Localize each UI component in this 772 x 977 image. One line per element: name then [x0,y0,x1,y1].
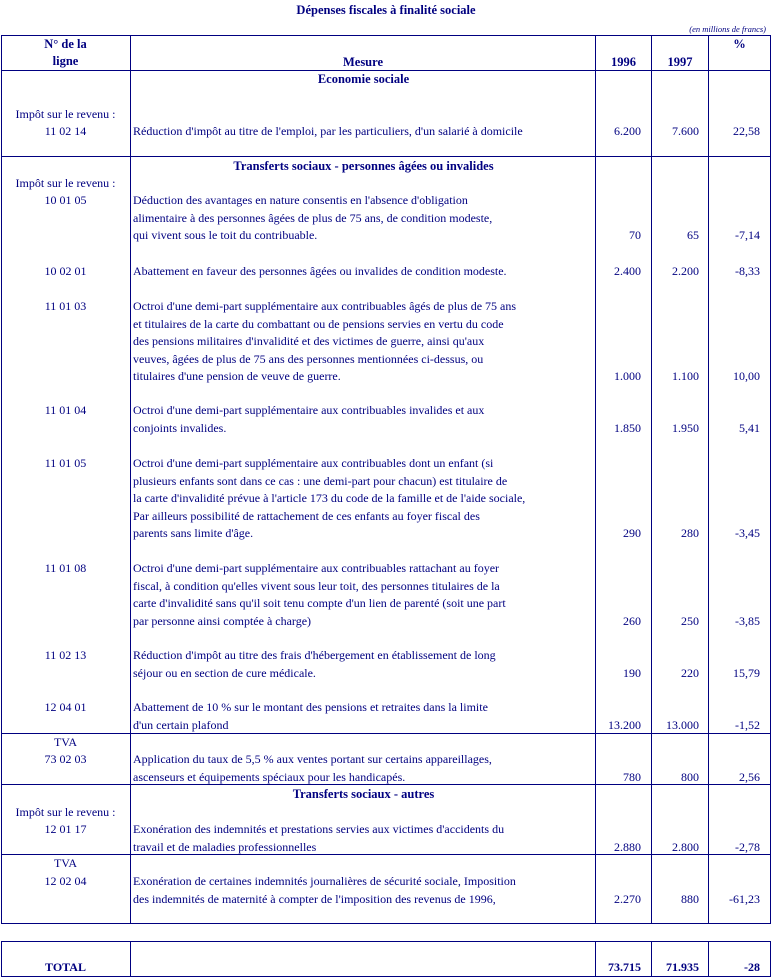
total-1997: 71.935 [666,960,699,974]
measure-text: Exonération de certaines indemnités journalières de sécurité sociale, Imposition [133,874,516,888]
line-code: 11 01 04 [44,403,87,417]
line-code: 73 02 03 [44,752,87,766]
measure-text: d'un certain plafond [133,717,229,732]
value-1997: 13.000 [666,717,699,732]
value-pct: -1,52 [735,717,760,732]
value-pct: -2,78 [735,839,760,854]
row-label: TVA [53,856,78,870]
measure-text: des pensions militaires d'invalidité et des victimes de guerre, ainsi qu'aux [133,334,485,348]
line-code: 12 04 01 [44,700,87,714]
value-1996: 190 [623,665,641,680]
measure-text: veuves, âgées de plus de 75 ans des personnes mentionnées ci-dessus, ou [133,351,484,366]
line-code: 12 02 04 [44,874,87,888]
value-1996: 290 [623,526,641,540]
header-pct: % [733,37,746,51]
value-1997: 65 [687,228,699,242]
row-label: Impôt sur le revenu : [15,176,116,190]
measure-text: qui vivent sous le toit du contribuable. [133,228,318,242]
value-1997: 880 [681,891,699,906]
header-1996: 1996 [611,55,636,69]
measure-text: Octroi d'une demi-part supplémentaire aux contribuables rattachant au foyer [133,561,500,575]
measure-text: Octroi d'une demi-part supplémentaire aux contribuables invalides et aux [133,403,485,417]
measure-text: travail et de maladies professionnelles [133,839,317,854]
measure-text: Exonération des indemnités et prestations servies aux victimes d'accidents du [133,822,505,836]
value-1997: 1.100 [672,369,699,383]
value-pct: -8,33 [735,264,760,278]
value-1996: 6.200 [614,124,641,138]
value-pct: -61,23 [729,891,760,906]
value-1997: 1.950 [672,420,699,435]
measure-text: plusieurs enfants sont dans ce cas : une demi-part pour chacun) est titulaire de [133,473,508,488]
page-title: Dépenses fiscales à finalité sociale [296,3,476,17]
measure-text: Réduction d'impôt au titre des frais d'hébergement en établissement de long [133,648,496,662]
line-code: 11 01 08 [44,561,87,575]
value-pct: 10,00 [733,369,760,383]
value-1996: 2.880 [614,839,641,854]
value-1997: 7.600 [672,124,699,138]
measure-text: Octroi d'une demi-part supplémentaire aux contribuables dont un enfant (si [133,456,494,470]
value-1996: 2.270 [614,891,641,906]
measure-text: fiscal, à condition qu'elles vivent sous leur toit, des personnes titulaires de la [133,578,500,593]
header-measure: Mesure [342,55,384,69]
measure-text: ascenseurs et équipements spéciaux pour les handicapés. [133,769,406,784]
measure-text: Par ailleurs possibilité de rattachement de ces enfants au foyer fiscal des [133,508,480,523]
total-pct: -28 [744,960,760,974]
measure-text: Abattement de 10 % sur le montant des pensions et retraites dans la limite [133,700,488,714]
header-1997: 1997 [667,55,693,69]
section-title: Transferts sociaux - personnes âgées ou invalides [233,159,494,173]
measure-text: conjoints invalides. [133,420,227,435]
section-title: Economie sociale [317,72,410,86]
measure-text: la carte d'invalidité prévue à l'article 173 du code de la famille et de l'aide sociale, [133,491,526,505]
value-1996: 13.200 [608,717,641,732]
measure-text: Application du taux de 5,5 % aux ventes portant sur certains appareillages, [133,752,492,766]
line-code: 11 02 14 [44,124,87,138]
unit-note: (en millions de francs) [689,24,766,34]
value-1996: 2.400 [614,264,641,278]
measure-text: carte d'invalidité sans qu'il soit tenu compte d'un lien de parenté (soit une part [133,596,506,610]
measure-text: des indemnités de maternité à compter de l'imposition des revenus de 1996, [133,891,496,906]
header-line-no-1: N° de la [44,37,87,51]
value-1996: 260 [623,613,641,628]
measure-text: séjour ou en section de cure médicale. [133,665,316,680]
section-title: Transferts sociaux - autres [292,787,435,801]
measure-text: titulaires d'une pension de veuve de guerre. [133,369,341,383]
value-1996: 1.850 [614,420,641,435]
value-1996: 1.000 [614,369,641,383]
value-1997: 2.200 [672,264,699,278]
line-code: 12 01 17 [44,822,87,836]
value-1997: 800 [681,769,699,784]
measure-text: Déduction des avantages en nature consentis en l'absence d'obligation [133,193,468,207]
measure-text: par personne ainsi comptée à charge) [133,613,312,628]
total-label: TOTAL [45,960,86,974]
value-1997: 280 [681,526,699,540]
value-pct: -3,85 [735,613,760,628]
value-1997: 250 [681,613,699,628]
line-code: 11 01 03 [44,299,87,313]
value-pct: -7,14 [735,228,760,242]
measure-text: Octroi d'une demi-part supplémentaire aux contribuables âgés de plus de 75 ans [133,299,517,313]
line-code: 10 02 01 [44,264,87,278]
row-label: Impôt sur le revenu : [15,107,116,121]
line-code: 10 01 05 [44,193,87,207]
value-pct: 15,79 [733,665,760,680]
measure-text: et titulaires de la carte du combattant ou de pensions servies en vertu du code [133,316,504,331]
header-line-no-2: ligne [52,54,79,68]
line-code: 11 01 05 [44,456,87,470]
value-1997: 220 [681,665,699,680]
row-label: Impôt sur le revenu : [15,805,116,819]
value-pct: 2,56 [739,769,760,784]
line-code: 11 02 13 [44,648,87,662]
value-1996: 780 [623,769,641,784]
value-pct: 5,41 [739,420,760,435]
total-1996: 73.715 [608,960,641,974]
measure-text: alimentaire à des personnes âgées de plus de 75 ans, de condition modeste, [133,210,493,225]
measure-text: parents sans limite d'âge. [133,526,254,540]
value-1997: 2.800 [672,839,699,854]
row-label: TVA [53,735,78,749]
value-pct: -3,45 [735,526,760,540]
measure-text: Réduction d'impôt au titre de l'emploi, par les particuliers, d'un salarié à domicile [133,124,523,138]
value-pct: 22,58 [733,124,760,138]
measure-text: Abattement en faveur des personnes âgées ou invalides de condition modeste. [133,264,507,278]
value-1996: 70 [629,228,641,242]
